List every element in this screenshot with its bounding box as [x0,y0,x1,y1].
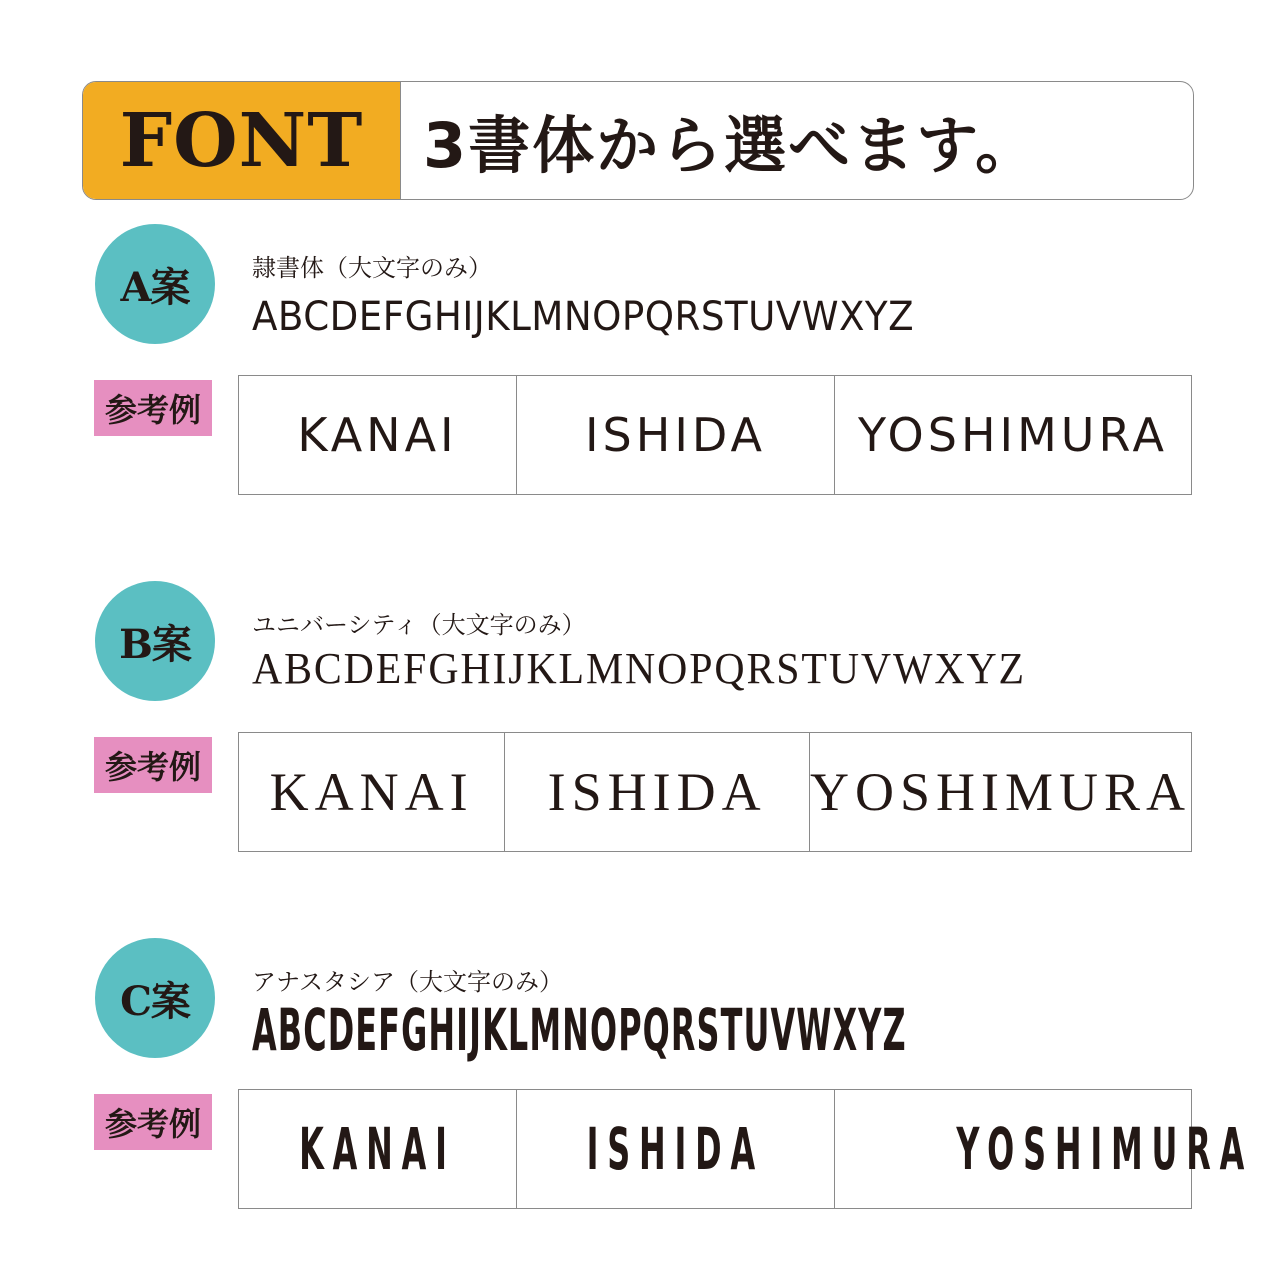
sample-text: ISHIDA [586,1115,765,1183]
sample-text: KANAI [299,1115,456,1183]
sample-cell: KANAI [239,733,505,851]
sample-table-b [238,732,1192,852]
sample-cell: KANAI [239,376,517,494]
font-name-a: 隷書体（大文字のみ） [252,254,492,282]
sample-cell [239,1090,517,1208]
sample-tag-a: 参考例 [94,380,212,436]
sample-cell: ISHIDA [517,376,835,494]
sample-cell [517,1090,835,1208]
section-badge-a: A案 [95,224,215,344]
banner-label: FONT [83,82,401,199]
section-c [0,938,1280,1238]
sample-cell [835,1090,1280,1208]
section-a [0,224,1280,524]
sample-table-a [238,375,1192,495]
section-b [0,581,1280,881]
sample-text: YOSHIMURA [956,1115,1254,1183]
section-badge-b: B案 [95,581,215,701]
banner-title: 3書体から選べます。 [423,109,1040,182]
font-name-c: アナスタシア（大文字のみ） [252,968,564,996]
sample-cell: YOSHIMURA [809,762,1191,822]
section-badge-c: C案 [95,938,215,1058]
sample-tag-c: 参考例 [94,1094,212,1150]
sample-cell: YOSHIMURA [857,408,1169,462]
alphabet-b: ABCDEFGHIJKLMNOPQRSTUVWXYZ [252,644,1026,693]
font-name-b: ユニバーシティ（大文字のみ） [252,611,586,639]
header-banner [82,81,1194,200]
alphabet-c: ABCDEFGHIJKLMNOPQRSTUVWXYZ [252,996,907,1064]
sample-tag-b: 参考例 [94,737,212,793]
alphabet-a: ABCDEFGHIJKLMNOPQRSTUVWXYZ [252,294,915,340]
sample-table-c [238,1089,1254,1209]
sample-cell: ISHIDA [505,733,810,851]
